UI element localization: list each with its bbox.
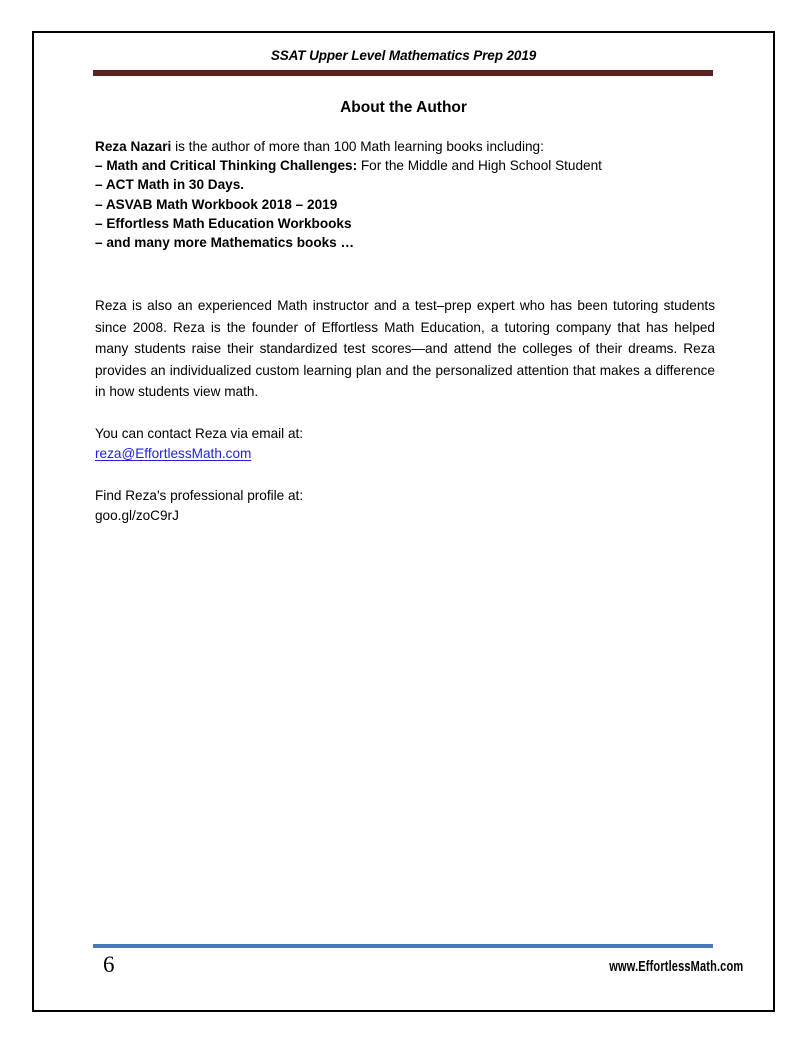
page-title: About the Author: [340, 99, 467, 116]
author-intro-text: is the author of more than 100 Math learning books including:: [171, 139, 544, 154]
book-list-intro: [95, 137, 715, 156]
profile-url: goo.gl/zoC9rJ: [95, 507, 179, 523]
list-item: [95, 195, 715, 214]
profile-label: Find Reza's professional profile at:: [95, 487, 304, 503]
list-item: [95, 156, 715, 175]
book-list: [95, 137, 715, 252]
bio-paragraph: Reza is also an experienced Math instructor and a test–prep expert who has been tutoring students since 2008. Reza is the founder of Effortless Math Education, a tutoring company that has helped many students raise their standardized test scores—and attend the colleges of their dreams. Reza provides an individualized custom learning plan and the personalized attention that makes a difference in how students view math.: [95, 298, 715, 400]
list-item-subtitle: For the Middle and High School Student: [357, 158, 602, 174]
list-item-title: – ACT Math in 30 Days.: [95, 177, 245, 193]
footer-site-url: www.EffortlessMath.com: [609, 959, 743, 975]
running-header: SSAT Upper Level Mathematics Prep 2019: [270, 48, 537, 63]
page-number: 6: [103, 952, 115, 977]
author-name: Reza Nazari: [95, 139, 172, 154]
list-item: [95, 233, 715, 252]
list-item: [95, 214, 715, 233]
list-item-title: – ASVAB Math Workbook 2018 – 2019: [95, 196, 338, 212]
header-rule: [93, 70, 713, 76]
email-link[interactable]: reza@EffortlessMath.com: [95, 445, 252, 461]
list-item: [95, 175, 715, 194]
footer-rule: [93, 944, 713, 948]
profile-block: [95, 486, 715, 526]
content-column: [95, 137, 715, 526]
list-item-title: – Effortless Math Education Workbooks: [95, 215, 352, 231]
contact-label: You can contact Reza via email at:: [95, 425, 304, 441]
page-sheet: [32, 31, 775, 1012]
list-item-title: – Math and Critical Thinking Challenges:: [95, 158, 358, 174]
list-item-title: – and many more Mathematics books …: [95, 235, 355, 251]
contact-block: [95, 424, 715, 464]
